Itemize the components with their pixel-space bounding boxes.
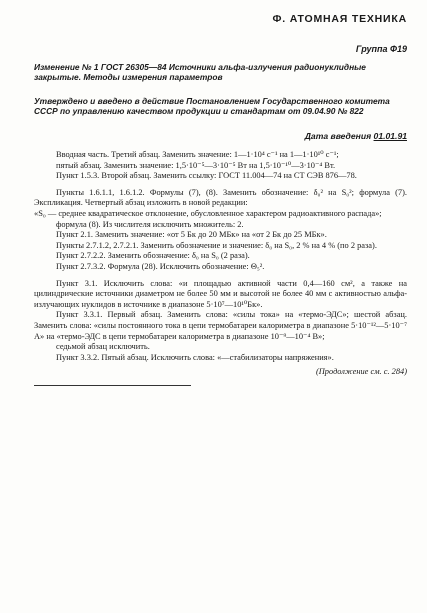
effective-date-label: Дата введения (304, 131, 372, 141)
paragraph: Пункты 1.6.1.1, 1.6.1.2. Формулы (7), (8). Заменить обозначение: δ₀² на S₀²; формула (7). Экспликация. Четвертый абзац изложить в новой редакции: (34, 187, 407, 208)
paragraph: «S₀ — среднее квадратическое отклонение, обусловленное характером радиоактивного распада»; (34, 208, 382, 218)
document-body (34, 150, 407, 363)
paragraph: Пункт 2.1. Заменить значение: «от 5 Бк до 20 МБк» на «от 2 Бк до 25 МБк». (56, 230, 327, 240)
effective-date (305, 131, 407, 142)
continuation-note: (Продолжение см. с. 284) (315, 367, 407, 376)
divider (34, 385, 191, 386)
paragraph: Пункт 3.3.1. Первый абзац. Заменить слова: «силы тока» на «термо-ЭДС»; шестой абзац. Заменить слова: «силы постоянного тока в цепи термобатареи калориметра в диапазоне 5·10⁻¹²—5·10⁻⁷ А» на «термо-ЭДС в цепи термобатареи калориметра в диапазоне 10⁻⁹—10⁻⁴ В»; (34, 310, 407, 341)
amendment-heading: Изменение № 1 ГОСТ 26305—84 Источники альфа-излучения радионуклидные закрытые. Методы измерения параметров (34, 62, 366, 83)
paragraph: Пункты 2.7.1.2, 2.7.2.1. Заменить обозначение и значение: δ₀ на S₀, 2 % на 4 % (по 2 раза). (56, 240, 377, 250)
paragraph: Пункт 3.1. Исключить слова: «и площадью активной части 0,4—160 см², а также на цилиндрические источники диаметром не более 50 мм и высотой не более 40 мм с активностью альфа-излучающих нуклидов в источнике в диапазоне 5·10⁷—10¹⁰Бк». (34, 278, 407, 309)
paragraph: Пункт 3.3.2. Пятый абзац. Исключить слова: «—стабилизаторы напряжения». (56, 352, 334, 362)
approval-statement: Утверждено и введено в действие Постановлением Государственного комитета СССР по управлению качеством продукции и стандартам от 09.04.90 № 822 (34, 96, 390, 117)
paragraph: формула (8). Из числителя исключить множитель: 2. (56, 219, 244, 229)
paragraph: пятый абзац. Заменить значение: 1,5·10⁻⁵—3·10⁻⁵ Вт на 1,5·10⁻¹⁰—3·10⁻⁴ Вт. (56, 160, 336, 170)
paragraph: Вводная часть. Третий абзац. Заменить значение: 1—1·10⁴ с⁻¹ на 1—1·10¹⁰ с⁻¹; (56, 150, 339, 159)
section-title: Ф. АТОМНАЯ ТЕХНИКА (272, 13, 407, 25)
paragraph: Пункт 1.5.3. Второй абзац. Заменить ссылку: ГОСТ 11.004—74 на СТ СЭВ 876—78. (56, 171, 357, 181)
paragraph: седьмой абзац исключить. (56, 342, 150, 352)
paragraph: Пункт 2.7.3.2. Формула (28). Исключить обозначение: Θ₅². (56, 261, 265, 271)
effective-date-value: 01.01.91 (373, 131, 407, 141)
group-code: Группа Ф19 (355, 44, 407, 54)
paragraph: Пункт 2.7.2.2. Заменить обозначение: δ₀ на S₀ (2 раза). (56, 251, 250, 261)
